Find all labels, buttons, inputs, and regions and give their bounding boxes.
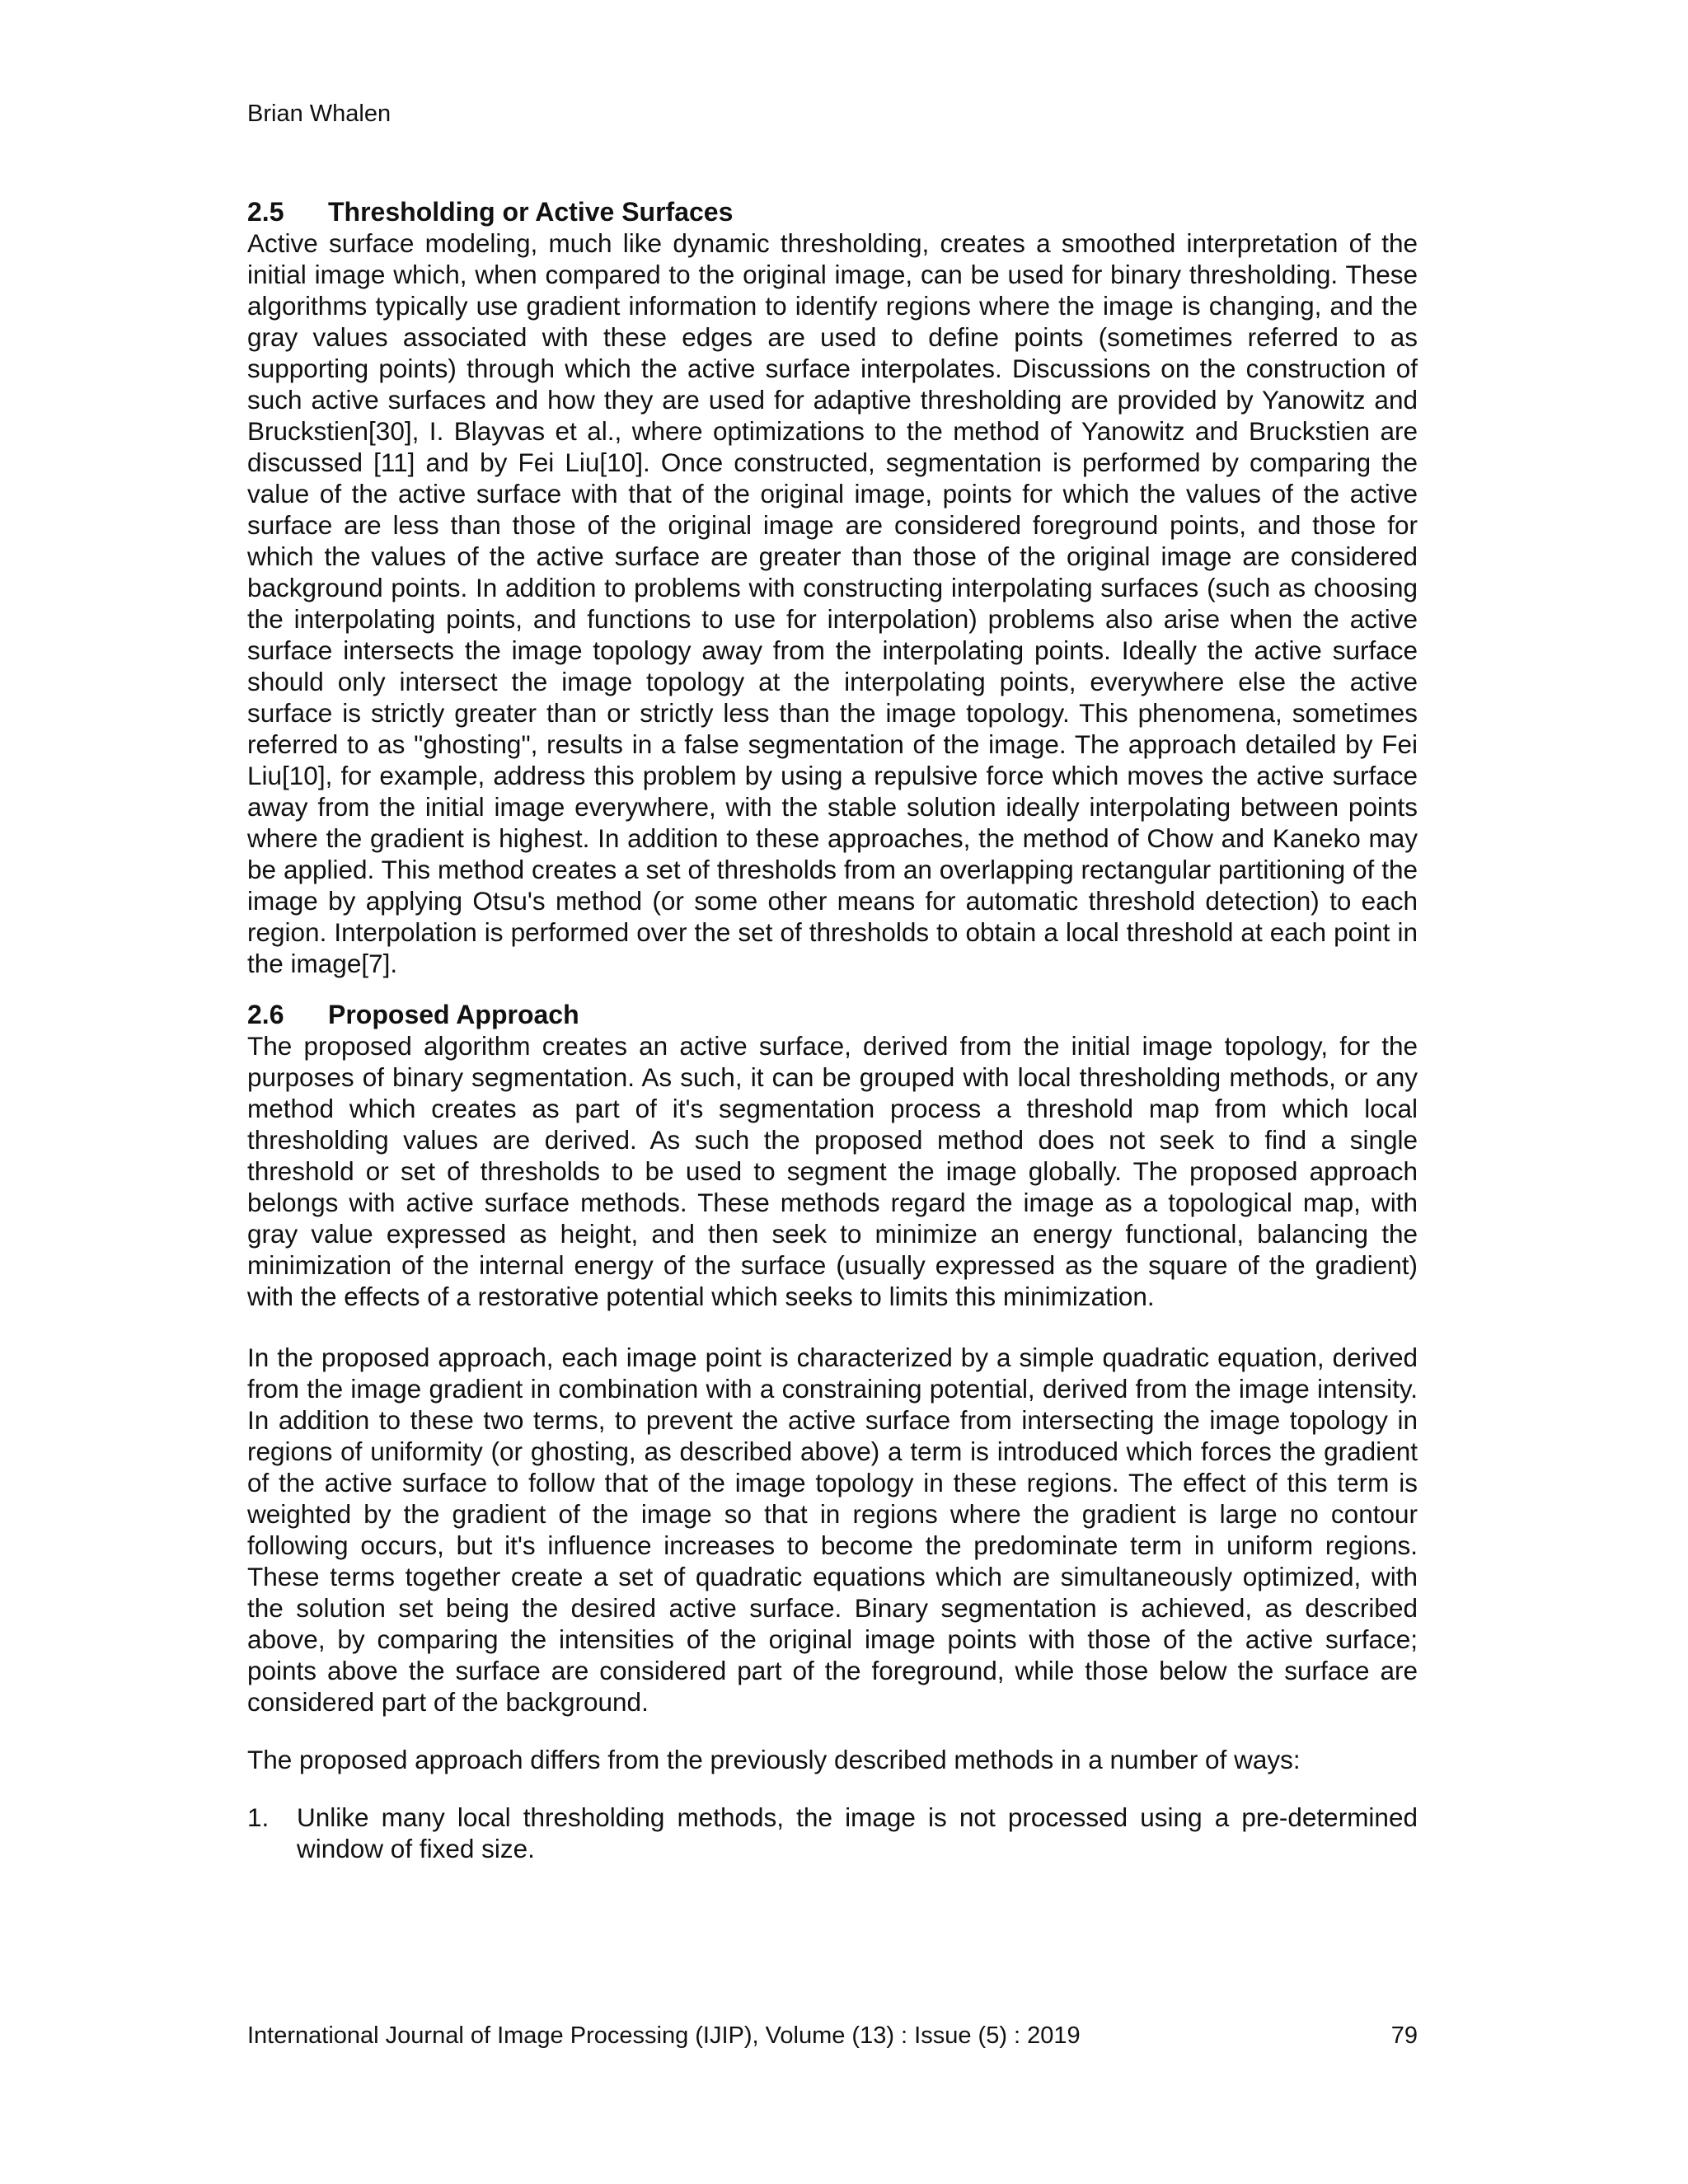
section-title: Thresholding or Active Surfaces — [328, 197, 734, 227]
section-2-5-paragraph: Active surface modeling, much like dynamic thresholding, creates a smoothed interpretation of the initial image which, when compared to the original image, can be used for binary thresholding. These algorithms typically use gradient information to identify regions where the image is changing, and the gray values associated with these edges are used to define points (sometimes referred to as supporting points) through which the active surface interpolates. Discussions on the construction of such active surfaces and how they are used for adaptive thresholding are provided by Yanowitz and Bruckstien[30], I. Blayvas et al., where optimizations to the method of Yanowitz and Bruckstien are discussed [11] and by Fei Liu[10]. Once constructed, segmentation is performed by comparing the value of the active surface with that of the original image, points for which the values of the active surface are less than those of the original image are considered foreground points, and those for which the values of the active surface are greater than those of the original image are considered background points. In addition to problems with constructing interpolating surfaces (such as choosing the interpolating points, and functions to use for interpolation) problems also arise when the active surface intersects the image topology away from the interpolating points. Ideally the active surface should only intersect the image topology at the interpolating points, everywhere else the active surface is strictly greater than or strictly less than the image topology. This phenomena, sometimes referred to as "ghosting", results in a false segmentation of the image. The approach detailed by Fei Liu[10], for example, address this problem by using a repulsive force which moves the active surface away from the initial image everywhere, with the stable solution ideally interpolating between points where the gradient is highest. In addition to these approaches, the method of Chow and Kaneko may be applied. This method creates a set of thresholds from an overlapping rectangular partitioning of the image by applying Otsu's method (or some other means for automatic threshold detection) to each region. Interpolation is performed over the set of thresholds to obtain a local threshold at each point in the image[7]. — [247, 228, 1418, 978]
section-2-6-paragraph-2: In the proposed approach, each image point is characterized by a simple quadratic equation, derived from the image gradient in combination with a constraining potential, derived from the image intensity. In addition to these two terms, to prevent the active surface from intersecting the image topology in regions of uniformity (or ghosting, as described above) a term is introduced which forces the gradient of the active surface to follow that of the image topology in these regions. The effect of this term is weighted by the gradient of the image so that in regions where the gradient is large no contour following occurs, but it's influence increases to become the predominate term in uniform regions. These terms together create a set of quadratic equations which are simultaneously optimized, with the solution set being the desired active surface. Binary segmentation is achieved, as described above, by comparing the intensities of the original image points with those of the active surface; points above the surface are considered part of the foreground, while those below the surface are considered part of the background. — [247, 1343, 1418, 1717]
footer-page-number: 79 — [1390, 2022, 1418, 2049]
main-content — [247, 196, 1418, 1864]
section-2-6-paragraph-3: The proposed approach differs from the previously described methods in a number of ways: — [247, 1745, 1301, 1774]
section-heading-2-5 — [247, 196, 1418, 227]
section-2-6-paragraph-1: The proposed algorithm creates an active surface, derived from the initial image topology, for the purposes of binary segmentation. As such, it can be grouped with local thresholding methods, or any method which creates as part of it's segmentation process a threshold map from which local thresholding values are derived. As such the proposed method does not seek to find a single threshold or set of thresholds to be used to segment the image globally. The proposed approach belongs with active surface methods. These methods regard the image as a topological map, with gray value expressed as height, and then seek to minimize an energy functional, balancing the minimization of the internal energy of the surface (usually expressed as the square of the gradient) with the effects of a restorative potential which seeks to limits this minimization. — [247, 1031, 1418, 1311]
section-number: 2.5 — [247, 197, 284, 227]
footer-journal-citation: International Journal of Image Processing (IJIP), Volume (13) : Issue (5) : 2019 — [247, 2022, 1081, 2049]
section-title: Proposed Approach — [328, 1000, 579, 1029]
section-heading-2-6 — [247, 999, 1418, 1030]
section-number: 2.6 — [247, 1000, 284, 1029]
list-item-text: Unlike many local thresholding methods, the image is not processed using a pre-determined window of fixed size. — [297, 1802, 1418, 1863]
running-head-author: Brian Whalen — [247, 101, 392, 127]
list-marker: 1. — [247, 1802, 270, 1832]
list-item — [247, 1802, 1418, 1864]
page-footer — [247, 2021, 1418, 2050]
